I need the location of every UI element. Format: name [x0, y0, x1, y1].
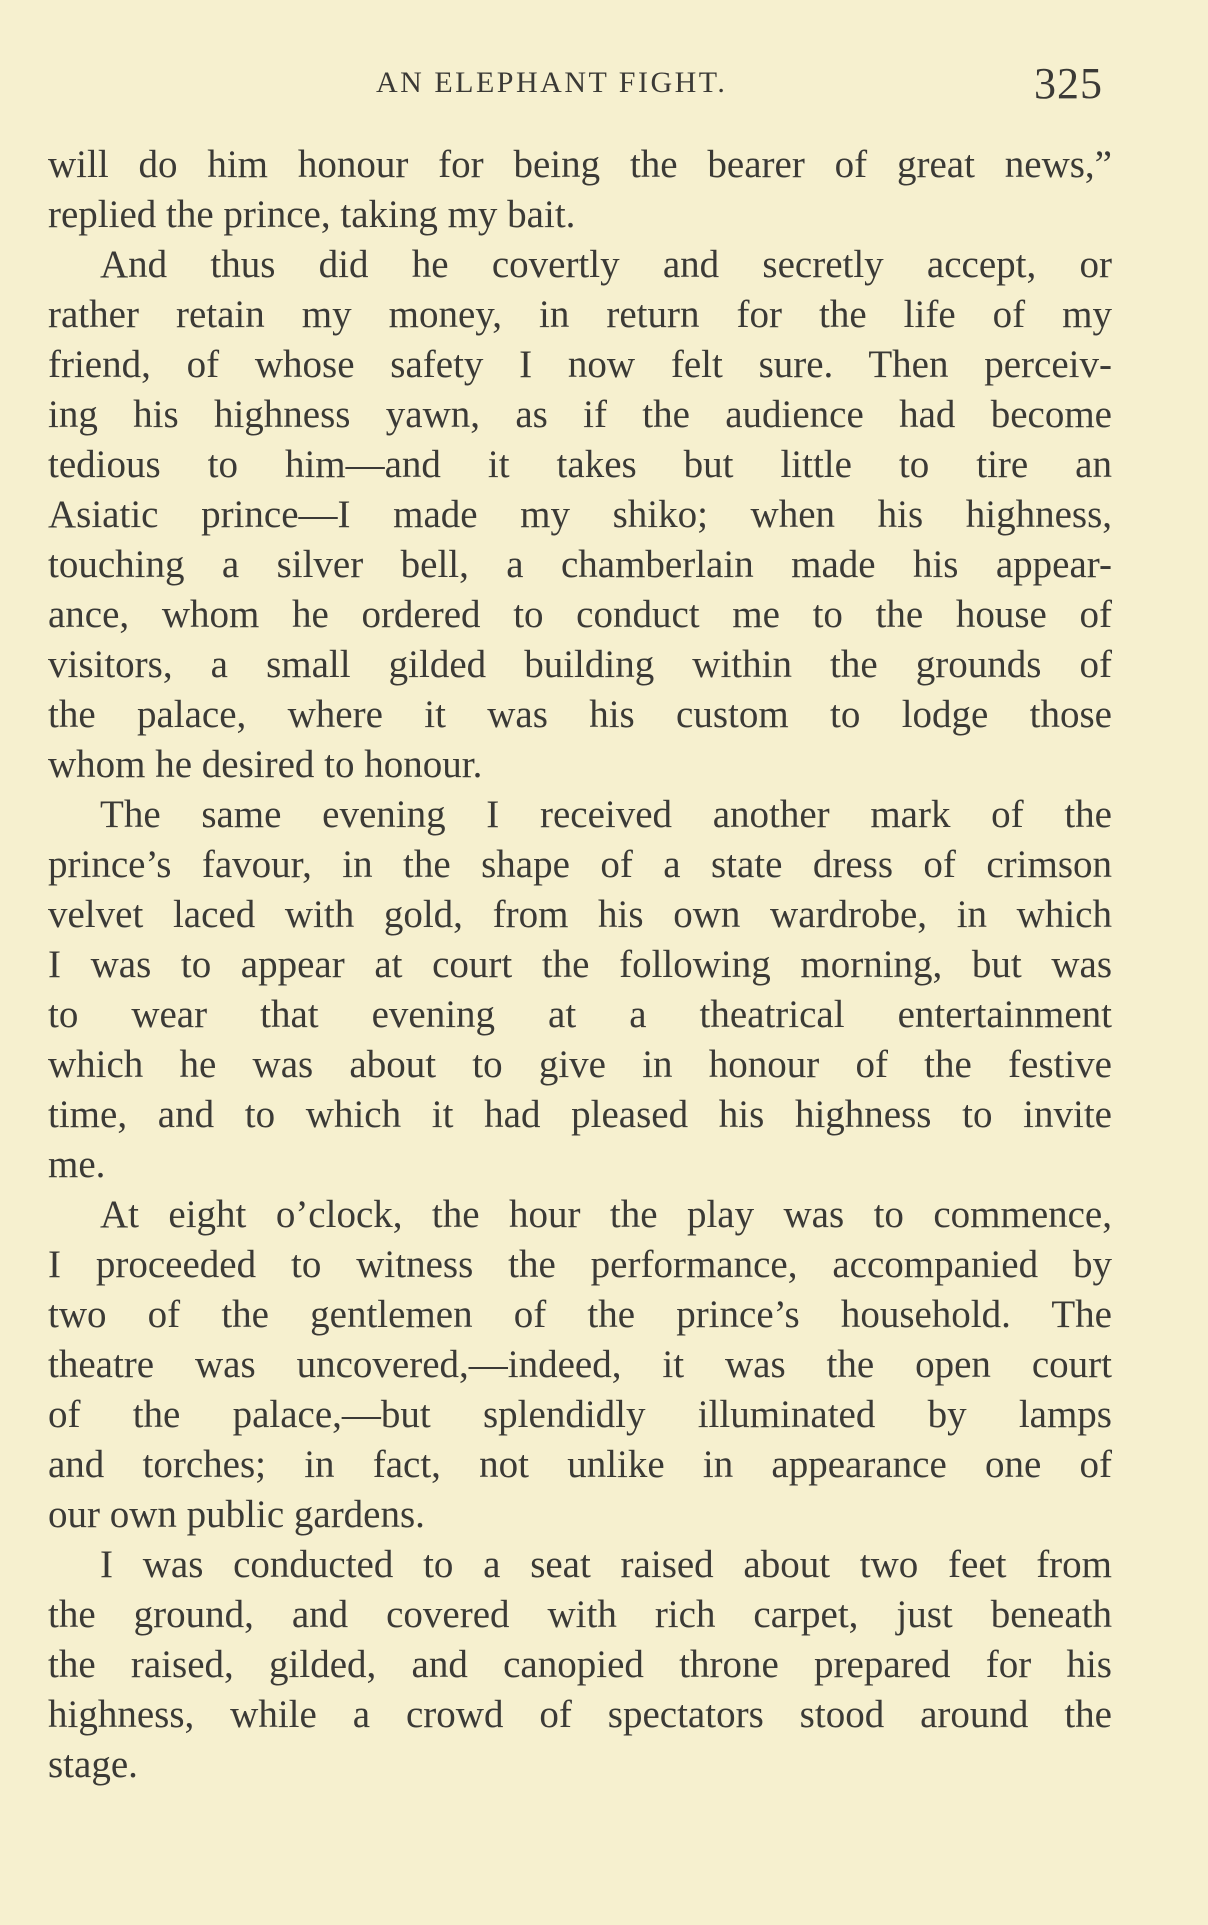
text-line: ance, whom he ordered to conduct me to the house of	[48, 593, 1112, 636]
text-line: prince’s favour, in the shape of a state dress of crimson	[48, 843, 1112, 886]
page-header	[0, 52, 1208, 112]
text-line: tedious to him—and it takes but little to tire an	[48, 443, 1112, 486]
text-line: whom he desired to honour.	[48, 743, 483, 786]
page-number: 325	[1034, 59, 1103, 108]
text-line: At eight o’clock, the hour the play was to commence,	[100, 1193, 1112, 1236]
text-line: two of the gentlemen of the prince’s household. The	[48, 1293, 1112, 1336]
text-line: I was conducted to a seat raised about two feet from	[100, 1543, 1112, 1586]
text-line: touching a silver bell, a chamberlain made his appear-	[48, 543, 1112, 586]
text-line: friend, of whose safety I now felt sure. Then perceiv-	[48, 343, 1112, 386]
text-line: will do him honour for being the bearer of great news,”	[48, 143, 1112, 186]
text-line: rather retain my money, in return for the life of my	[48, 293, 1112, 336]
text-line: velvet laced with gold, from his own wardrobe, in which	[48, 893, 1112, 936]
text-line: theatre was uncovered,—indeed, it was the open court	[48, 1343, 1112, 1386]
text-line: the ground, and covered with rich carpet, just beneath	[48, 1593, 1112, 1636]
text-line: I was to appear at court the following morning, but was	[48, 943, 1112, 986]
text-line: ing his highness yawn, as if the audience had become	[48, 393, 1112, 436]
text-line: Asiatic prince—I made my shiko; when his highness,	[48, 493, 1112, 536]
text-line: And thus did he covertly and secretly accept, or	[100, 243, 1112, 286]
text-line: I proceeded to witness the performance, accompanied by	[48, 1243, 1112, 1286]
text-line: me.	[48, 1143, 106, 1186]
text-line: our own public gardens.	[48, 1493, 425, 1536]
text-line: stage.	[48, 1743, 138, 1786]
text-line: replied the prince, taking my bait.	[48, 193, 576, 236]
running-title: AN ELEPHANT FIGHT.	[376, 66, 728, 99]
text-line: to wear that evening at a theatrical entertainment	[48, 993, 1112, 1036]
text-line: the raised, gilded, and canopied throne prepared for his	[48, 1643, 1112, 1686]
text-line: which he was about to give in honour of the festive	[48, 1043, 1112, 1086]
text-line: The same evening I received another mark of the	[100, 793, 1112, 836]
body-text	[48, 140, 1112, 1790]
text-line: and torches; in fact, not unlike in appearance one of	[48, 1443, 1112, 1486]
text-line: the palace, where it was his custom to lodge those	[48, 693, 1112, 736]
text-line: visitors, a small gilded building within the grounds of	[48, 643, 1112, 686]
text-line: highness, while a crowd of spectators stood around the	[48, 1693, 1112, 1736]
text-line: of the palace,—but splendidly illuminated by lamps	[48, 1393, 1112, 1436]
text-line: time, and to which it had pleased his highness to invite	[48, 1093, 1112, 1136]
